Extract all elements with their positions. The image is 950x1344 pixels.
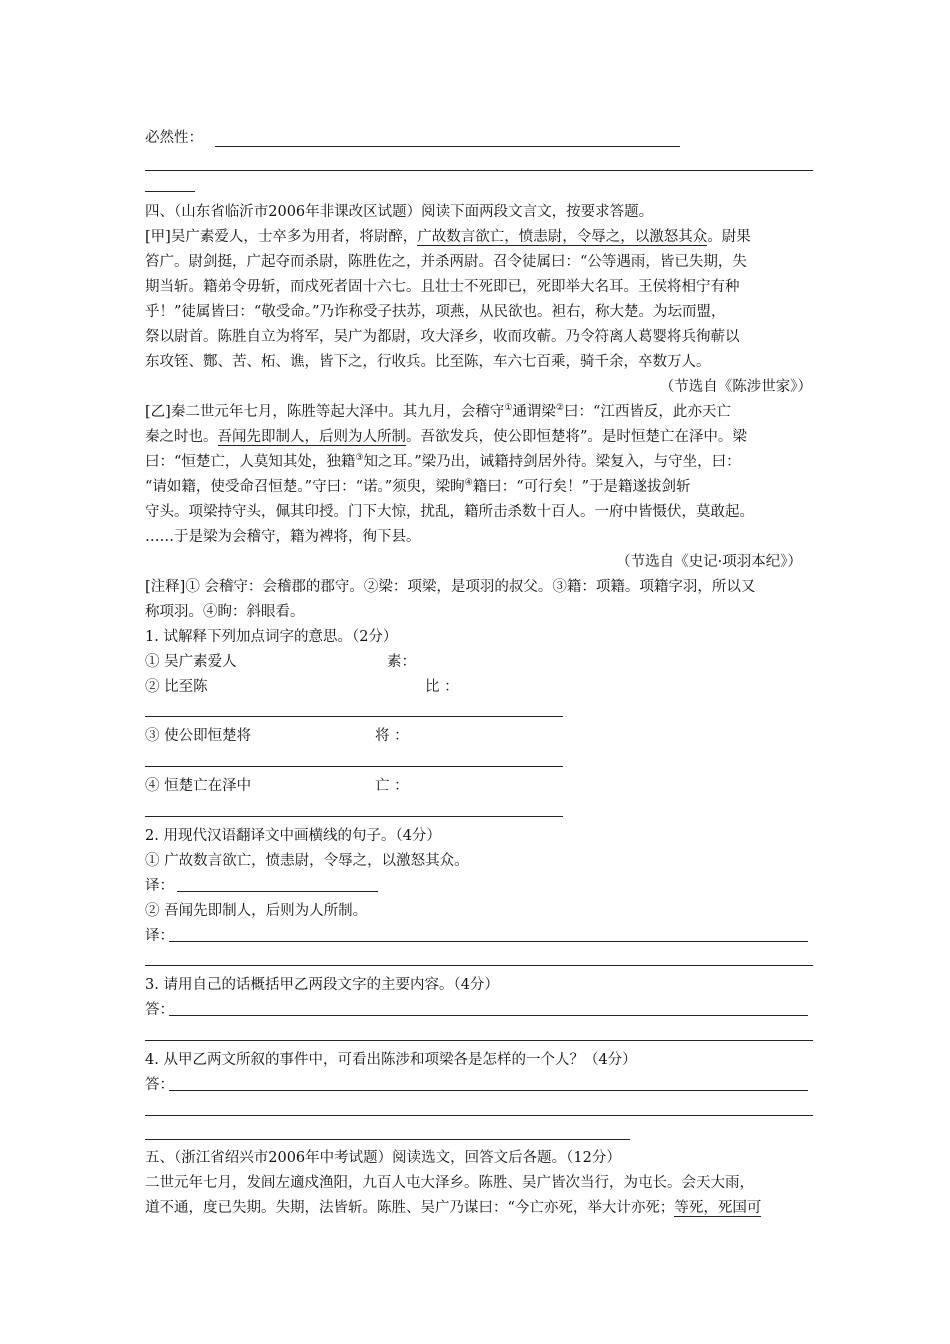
- da-label: 答：: [145, 1002, 174, 1018]
- yi-label: 译：: [145, 878, 174, 894]
- answer-line[interactable]: [145, 1115, 813, 1116]
- answer-line[interactable]: [145, 716, 563, 717]
- answer-line[interactable]: [177, 891, 378, 892]
- jia-line-2: 笞广。尉剑挺，广起夺而杀尉，陈胜佐之，并杀两尉。召令徒属曰：“公等遇雨，皆已失期，失: [145, 254, 747, 270]
- q1-item-4: ④ 恒楚亡在泽中: [145, 778, 252, 794]
- answer-line[interactable]: [145, 1139, 630, 1140]
- yi-line-3: 曰：“恒楚亡，人莫知其处，独籍③知之耳。”梁乃出，诫籍持剑居外待。梁复入，与守坐，曰：: [145, 453, 741, 470]
- answer-line[interactable]: [145, 816, 563, 817]
- underlined-sentence: 广故数言欲亡，愤恚尉，令辱之，以激怒其众: [417, 229, 708, 245]
- note-line-1: [注释]① 会稽守：会稽郡的郡守。②梁：项梁，是项羽的叔父。③籍：项籍。项籍字羽，所以又: [145, 579, 756, 595]
- q1-word-1: 素：: [387, 654, 416, 670]
- q1-word-2: 比 ：: [425, 679, 459, 695]
- answer-line[interactable]: [169, 1015, 808, 1016]
- jia-line-5: 祭以尉首。陈胜自立为将军，吴广为都尉，攻大泽乡，收而攻蕲。乃令符离人葛婴将兵徇蕲以: [145, 329, 740, 345]
- jia-line-6: 东攻铚、酂、苦、柘、谯，皆下之，行收兵。比至陈，车六七百乘，骑千余，卒数万人。: [145, 354, 711, 370]
- answer-line[interactable]: [169, 1090, 808, 1091]
- answer-line[interactable]: [145, 965, 813, 966]
- answer-line[interactable]: [145, 191, 195, 192]
- q1-title: 1. 试解释下列加点词字的意思。（2分）: [145, 629, 398, 645]
- q3-title: 3. 请用自己的话概括甲乙两段文字的主要内容。（4分）: [145, 977, 499, 993]
- yi-label: 译：: [145, 928, 174, 944]
- section-5-header: 五、（浙江省绍兴市2006年中考试题）阅读选文，回答文后各题。（12分）: [145, 1150, 621, 1166]
- section-4-header: 四、（山东省临沂市2006年非课改区试题）阅读下面两段文言文，按要求答题。: [145, 204, 654, 220]
- s5-line-1: 二世元年七月，发闾左適戍渔阳，九百人屯大泽乡。陈胜、吴广皆次当行，为屯长。会天大雨，: [145, 1175, 754, 1191]
- answer-line[interactable]: [145, 766, 563, 767]
- s5-line-2: 道不通，度已失期。失期，法皆斩。陈胜、吴广乃谋曰：“今亡亦死，举大计亦死；等死，死国可: [145, 1200, 762, 1216]
- q4-title: 4. 从甲乙两文所叙的事件中，可看出陈涉和项梁各是怎样的一个人？（4分）: [145, 1052, 637, 1068]
- answer-line[interactable]: [215, 146, 680, 147]
- footnote-marker: ①: [504, 403, 513, 414]
- yi-source: （节选自《史记·项羽本纪》）: [616, 554, 802, 570]
- yi-line-5: 守头。项梁持守头，佩其印授。门下大惊，扰乱，籍所击杀数十百人。一府中皆慑伏，莫敢起。: [145, 504, 754, 520]
- q2-title: 2. 用现代汉语翻译文中画横线的句子。（4分）: [145, 828, 441, 844]
- answer-line[interactable]: [169, 941, 808, 942]
- q1-item-3: ③ 使公即恒楚将: [145, 728, 252, 744]
- footnote-marker: ③: [355, 453, 364, 464]
- q1-word-4: 亡 ：: [375, 778, 409, 794]
- yi-line-1: [乙]秦二世元年七月，陈胜等起大泽中。其九月，会稽守①通谓梁②曰：“江西皆反，此亦天亡: [145, 403, 731, 420]
- yi-line-6: ……于是梁为会稽守，籍为裨将，徇下县。: [145, 529, 421, 545]
- jia-line-1: [甲]吴广素爱人，士卒多为用者，将尉醉，广故数言欲亡，愤恚尉，令辱之，以激怒其众。尉果: [145, 229, 751, 245]
- footnote-marker: ④: [464, 478, 473, 489]
- q2-sentence-2: ② 吾闻先即制人，后则为人所制。: [145, 903, 368, 919]
- jia-line-3: 期当斩。籍弟令毋斩，而戍死者固十六七。且壮士不死即已，死即举大名耳。王侯将相宁有种: [145, 279, 740, 295]
- yi-line-2: 秦之时也。吾闻先即制人，后则为人所制。吾欲发兵，使公即恒楚将”。是时恒楚亡在泽中。梁: [145, 429, 747, 445]
- yi-line-4: “请如籍，使受命召恒楚。”守曰：“诺。”须臾，梁眴④籍曰：“可行矣！”于是籍遂拔剑斩: [145, 478, 691, 495]
- footnote-marker: ②: [555, 403, 564, 414]
- answer-line[interactable]: [145, 170, 813, 171]
- da-label: 答：: [145, 1077, 174, 1093]
- underlined-sentence: 等死，死国可: [674, 1200, 762, 1216]
- biranxing-label: 必然性：: [145, 130, 203, 146]
- answer-line[interactable]: [145, 1040, 813, 1041]
- underlined-sentence: 吾闻先即制人，后则为人所制: [217, 429, 406, 445]
- q2-sentence-1: ① 广故数言欲亡，愤恚尉，令辱之，以激怒其众。: [145, 853, 469, 869]
- q1-item-2: ② 比至陈: [145, 679, 208, 695]
- note-line-2: 称项羽。④眴：斜眼看。: [145, 604, 305, 620]
- jia-line-4: 乎！”徒属皆曰：“敬受命。”乃诈称受子扶苏，项燕，从民欲也。袒右，称大楚。为坛而盟，: [145, 304, 726, 320]
- q1-word-3: 将 ：: [375, 728, 409, 744]
- q1-item-1: ① 吴广素爱人: [145, 654, 237, 670]
- jia-source: （节选自《陈涉世家》）: [659, 379, 812, 395]
